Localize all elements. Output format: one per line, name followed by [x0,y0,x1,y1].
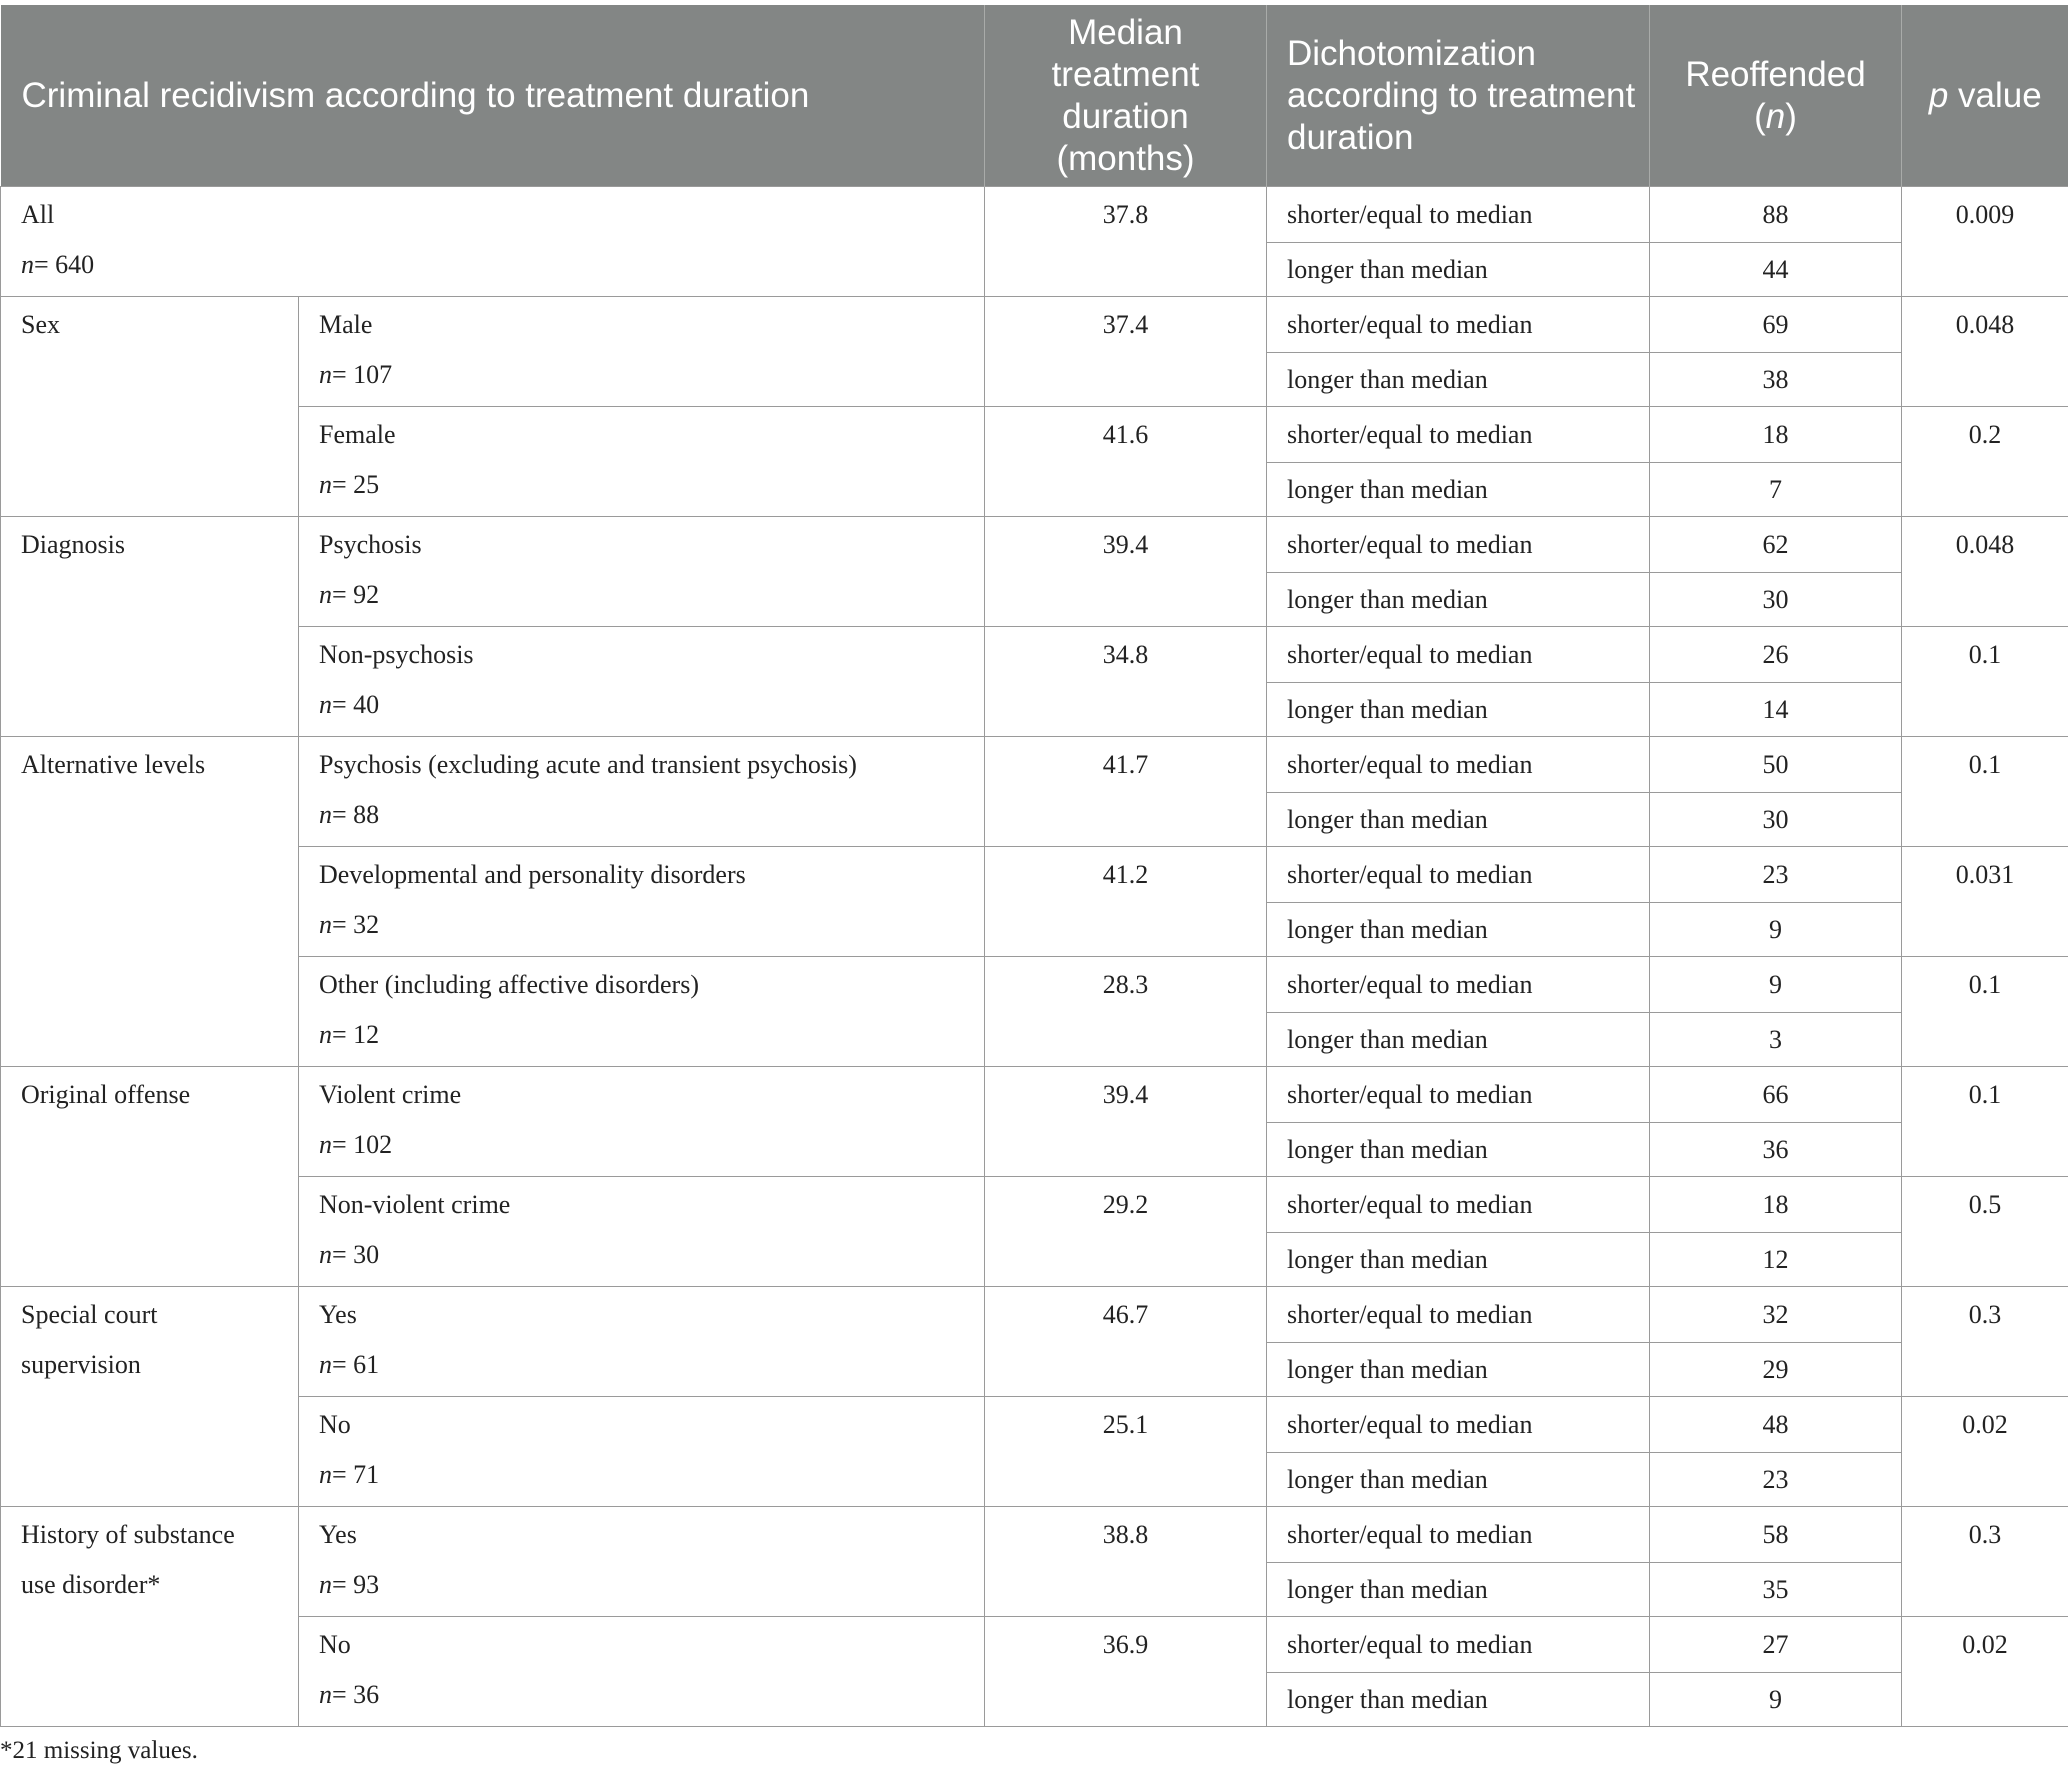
subgroup-n [319,567,964,617]
p-value: 0.1 [1902,1067,2068,1177]
subgroup-cell [299,847,985,957]
p-value: 0.3 [1902,1287,2068,1397]
n-italic: n [319,910,332,939]
subgroup-n-value: = 61 [332,1350,380,1379]
table-row [1,407,2068,463]
subgroup-n-value: = 12 [332,1020,380,1049]
subgroup-label: Violent crime [319,1080,462,1109]
reoffended-long: 38 [1650,353,1902,407]
median-duration: 38.8 [985,1507,1267,1617]
n-italic: n [319,1130,332,1159]
dichotomy-short: shorter/equal to median [1267,1177,1650,1233]
subgroup-n [319,457,964,507]
n-italic: n [319,470,332,499]
dichotomy-long: longer than median [1267,1673,1650,1727]
dichotomy-long: longer than median [1267,573,1650,627]
header-reoffended-label: Reoffended [1685,54,1866,94]
subgroup-n-value: = 93 [332,1570,380,1599]
dichotomy-long: longer than median [1267,353,1650,407]
table-row [1,957,2068,1013]
category-cell [1,1287,299,1507]
p-value: 0.1 [1902,737,2068,847]
subgroup-n [319,1447,964,1497]
n-italic: n [319,1460,332,1489]
subgroup-n-value: = 30 [332,1240,380,1269]
subgroup-cell [299,1617,985,1727]
category-cell [1,1067,299,1287]
reoffended-long: 14 [1650,683,1902,737]
reoffended-long: 35 [1650,1563,1902,1617]
category-n [21,237,964,287]
subgroup-n-value: = 25 [332,470,380,499]
reoffended-short: 58 [1650,1507,1902,1563]
dichotomy-short: shorter/equal to median [1267,1067,1650,1123]
p-value: 0.1 [1902,627,2068,737]
dichotomy-short: shorter/equal to median [1267,737,1650,793]
dichotomy-short: shorter/equal to median [1267,517,1650,573]
median-duration: 37.8 [985,187,1267,297]
table-row [1,737,2068,793]
subgroup-n [319,1227,964,1277]
subgroup-cell [299,517,985,627]
median-duration: 34.8 [985,627,1267,737]
p-value: 0.3 [1902,1507,2068,1617]
median-duration: 36.9 [985,1617,1267,1727]
dichotomy-long: longer than median [1267,1123,1650,1177]
subgroup-n [319,897,964,947]
reoffended-long: 9 [1650,1673,1902,1727]
category-label: All [21,200,55,229]
p-value: 0.048 [1902,517,2068,627]
reoffended-short: 32 [1650,1287,1902,1343]
p-value: 0.5 [1902,1177,2068,1287]
subgroup-n [319,1337,964,1387]
p-value: 0.02 [1902,1617,2068,1727]
subgroup-cell [299,1177,985,1287]
reoffended-short: 62 [1650,517,1902,573]
reoffended-short: 18 [1650,1177,1902,1233]
dichotomy-short: shorter/equal to median [1267,1397,1650,1453]
header-p-rest: value [1948,75,2042,115]
subgroup-label: Yes [319,1520,357,1549]
reoffended-short: 9 [1650,957,1902,1013]
category-cell [1,187,985,297]
subgroup-label: Non-psychosis [319,640,474,669]
subgroup-n [319,677,964,727]
table-row [1,1177,2068,1233]
subgroup-cell [299,297,985,407]
dichotomy-short: shorter/equal to median [1267,407,1650,463]
median-duration: 41.2 [985,847,1267,957]
p-value: 0.048 [1902,297,2068,407]
table-container [0,5,2068,1727]
category-label-line2: use disorder* [21,1570,161,1599]
n-italic: n [21,250,34,279]
category-label-line2: supervision [21,1350,141,1379]
subgroup-n-value: = 92 [332,580,380,609]
n-italic: n [319,690,332,719]
recidivism-table [0,5,2068,1727]
n-italic: n [319,1240,332,1269]
dichotomy-long: longer than median [1267,1453,1650,1507]
reoffended-long: 23 [1650,1453,1902,1507]
reoffended-short: 27 [1650,1617,1902,1673]
dichotomy-long: longer than median [1267,1343,1650,1397]
subgroup-cell [299,1507,985,1617]
dichotomy-short: shorter/equal to median [1267,1287,1650,1343]
subgroup-n-value: = 36 [332,1680,380,1709]
header-dichotomization: Dichotomization according to treatment duration [1267,5,1650,187]
reoffended-short: 26 [1650,627,1902,683]
subgroup-cell [299,407,985,517]
subgroup-label: Non-violent crime [319,1190,511,1219]
reoffended-long: 3 [1650,1013,1902,1067]
category-label: Sex [21,310,60,339]
n-italic: n [319,1020,332,1049]
median-duration: 41.6 [985,407,1267,517]
table-body [1,187,2068,1727]
table-row [1,627,2068,683]
dichotomy-long: longer than median [1267,903,1650,957]
n-italic: n [319,800,332,829]
p-value: 0.02 [1902,1397,2068,1507]
category-cell [1,1507,299,1727]
subgroup-n-value: = 40 [332,690,380,719]
header-median-duration: Median treatment duration (months) [985,5,1267,187]
table-row [1,517,2068,573]
dichotomy-short: shorter/equal to median [1267,1617,1650,1673]
table-row [1,1507,2068,1563]
subgroup-n [319,1007,964,1057]
dichotomy-short: shorter/equal to median [1267,957,1650,1013]
dichotomy-long: longer than median [1267,463,1650,517]
dichotomy-long: longer than median [1267,793,1650,847]
reoffended-long: 12 [1650,1233,1902,1287]
subgroup-label: Developmental and personality disorders [319,860,746,889]
table-row [1,187,2068,243]
n-italic: n [319,1680,332,1709]
reoffended-short: 69 [1650,297,1902,353]
p-value: 0.2 [1902,407,2068,517]
subgroup-cell [299,1067,985,1177]
subgroup-n [319,1557,964,1607]
dichotomy-short: shorter/equal to median [1267,847,1650,903]
subgroup-cell [299,737,985,847]
subgroup-cell [299,627,985,737]
median-duration: 41.7 [985,737,1267,847]
table-row [1,297,2068,353]
subgroup-n [319,347,964,397]
dichotomy-long: longer than median [1267,243,1650,297]
subgroup-n-value: = 88 [332,800,380,829]
category-n-value: = 640 [34,250,95,279]
category-cell [1,517,299,737]
subgroup-n-value: = 102 [332,1130,393,1159]
subgroup-n [319,787,964,837]
subgroup-label: No [319,1630,351,1659]
category-cell [1,737,299,1067]
header-p-italic: p [1928,75,1949,115]
table-row [1,847,2068,903]
p-value: 0.009 [1902,187,2068,297]
dichotomy-long: longer than median [1267,1013,1650,1067]
table-row [1,1397,2068,1453]
reoffended-long: 29 [1650,1343,1902,1397]
category-label: Special court [21,1300,158,1329]
subgroup-n [319,1117,964,1167]
subgroup-n [319,1667,964,1717]
category-label: Diagnosis [21,530,125,559]
subgroup-label: Yes [319,1300,357,1329]
table-footnote: *21 missing values. [0,1737,198,1764]
subgroup-label: Psychosis [319,530,422,559]
category-label: Alternative levels [21,750,206,779]
reoffended-long: 9 [1650,903,1902,957]
category-label: History of substance [21,1520,235,1549]
n-italic: n [319,580,332,609]
median-duration: 29.2 [985,1177,1267,1287]
category-label: Original offense [21,1080,191,1109]
dichotomy-long: longer than median [1267,683,1650,737]
header-reoffended-unit: n [1765,96,1786,136]
subgroup-label: No [319,1410,351,1439]
reoffended-long: 30 [1650,573,1902,627]
header-reoffended: Reoffended (n) [1650,5,1902,187]
median-duration: 25.1 [985,1397,1267,1507]
reoffended-short: 23 [1650,847,1902,903]
median-duration: 39.4 [985,517,1267,627]
dichotomy-long: longer than median [1267,1233,1650,1287]
p-value: 0.1 [1902,957,2068,1067]
subgroup-n-value: = 71 [332,1460,380,1489]
dichotomy-short: shorter/equal to median [1267,187,1650,243]
reoffended-short: 50 [1650,737,1902,793]
reoffended-short: 88 [1650,187,1902,243]
header-p-value [1902,5,2068,187]
subgroup-cell [299,957,985,1067]
subgroup-n-value: = 32 [332,910,380,939]
reoffended-long: 44 [1650,243,1902,297]
median-duration: 46.7 [985,1287,1267,1397]
subgroup-label: Other (including affective disorders) [319,970,699,999]
dichotomy-short: shorter/equal to median [1267,1507,1650,1563]
reoffended-short: 48 [1650,1397,1902,1453]
reoffended-long: 30 [1650,793,1902,847]
subgroup-label: Female [319,420,396,449]
dichotomy-short: shorter/equal to median [1267,297,1650,353]
median-duration: 37.4 [985,297,1267,407]
n-italic: n [319,1350,332,1379]
reoffended-short: 18 [1650,407,1902,463]
reoffended-short: 66 [1650,1067,1902,1123]
subgroup-label: Male [319,310,373,339]
header-criminal-recidivism: Criminal recidivism according to treatment duration [1,5,985,187]
table-row [1,1067,2068,1123]
reoffended-long: 36 [1650,1123,1902,1177]
subgroup-label: Psychosis (excluding acute and transient psychosis) [319,750,857,779]
table-row [1,1617,2068,1673]
dichotomy-long: longer than median [1267,1563,1650,1617]
category-cell [1,297,299,517]
subgroup-cell [299,1287,985,1397]
subgroup-n-value: = 107 [332,360,393,389]
subgroup-cell [299,1397,985,1507]
n-italic: n [319,360,332,389]
p-value: 0.031 [1902,847,2068,957]
table-row [1,1287,2068,1343]
median-duration: 28.3 [985,957,1267,1067]
dichotomy-short: shorter/equal to median [1267,627,1650,683]
n-italic: n [319,1570,332,1599]
median-duration: 39.4 [985,1067,1267,1177]
table-header [1,5,2068,187]
reoffended-long: 7 [1650,463,1902,517]
